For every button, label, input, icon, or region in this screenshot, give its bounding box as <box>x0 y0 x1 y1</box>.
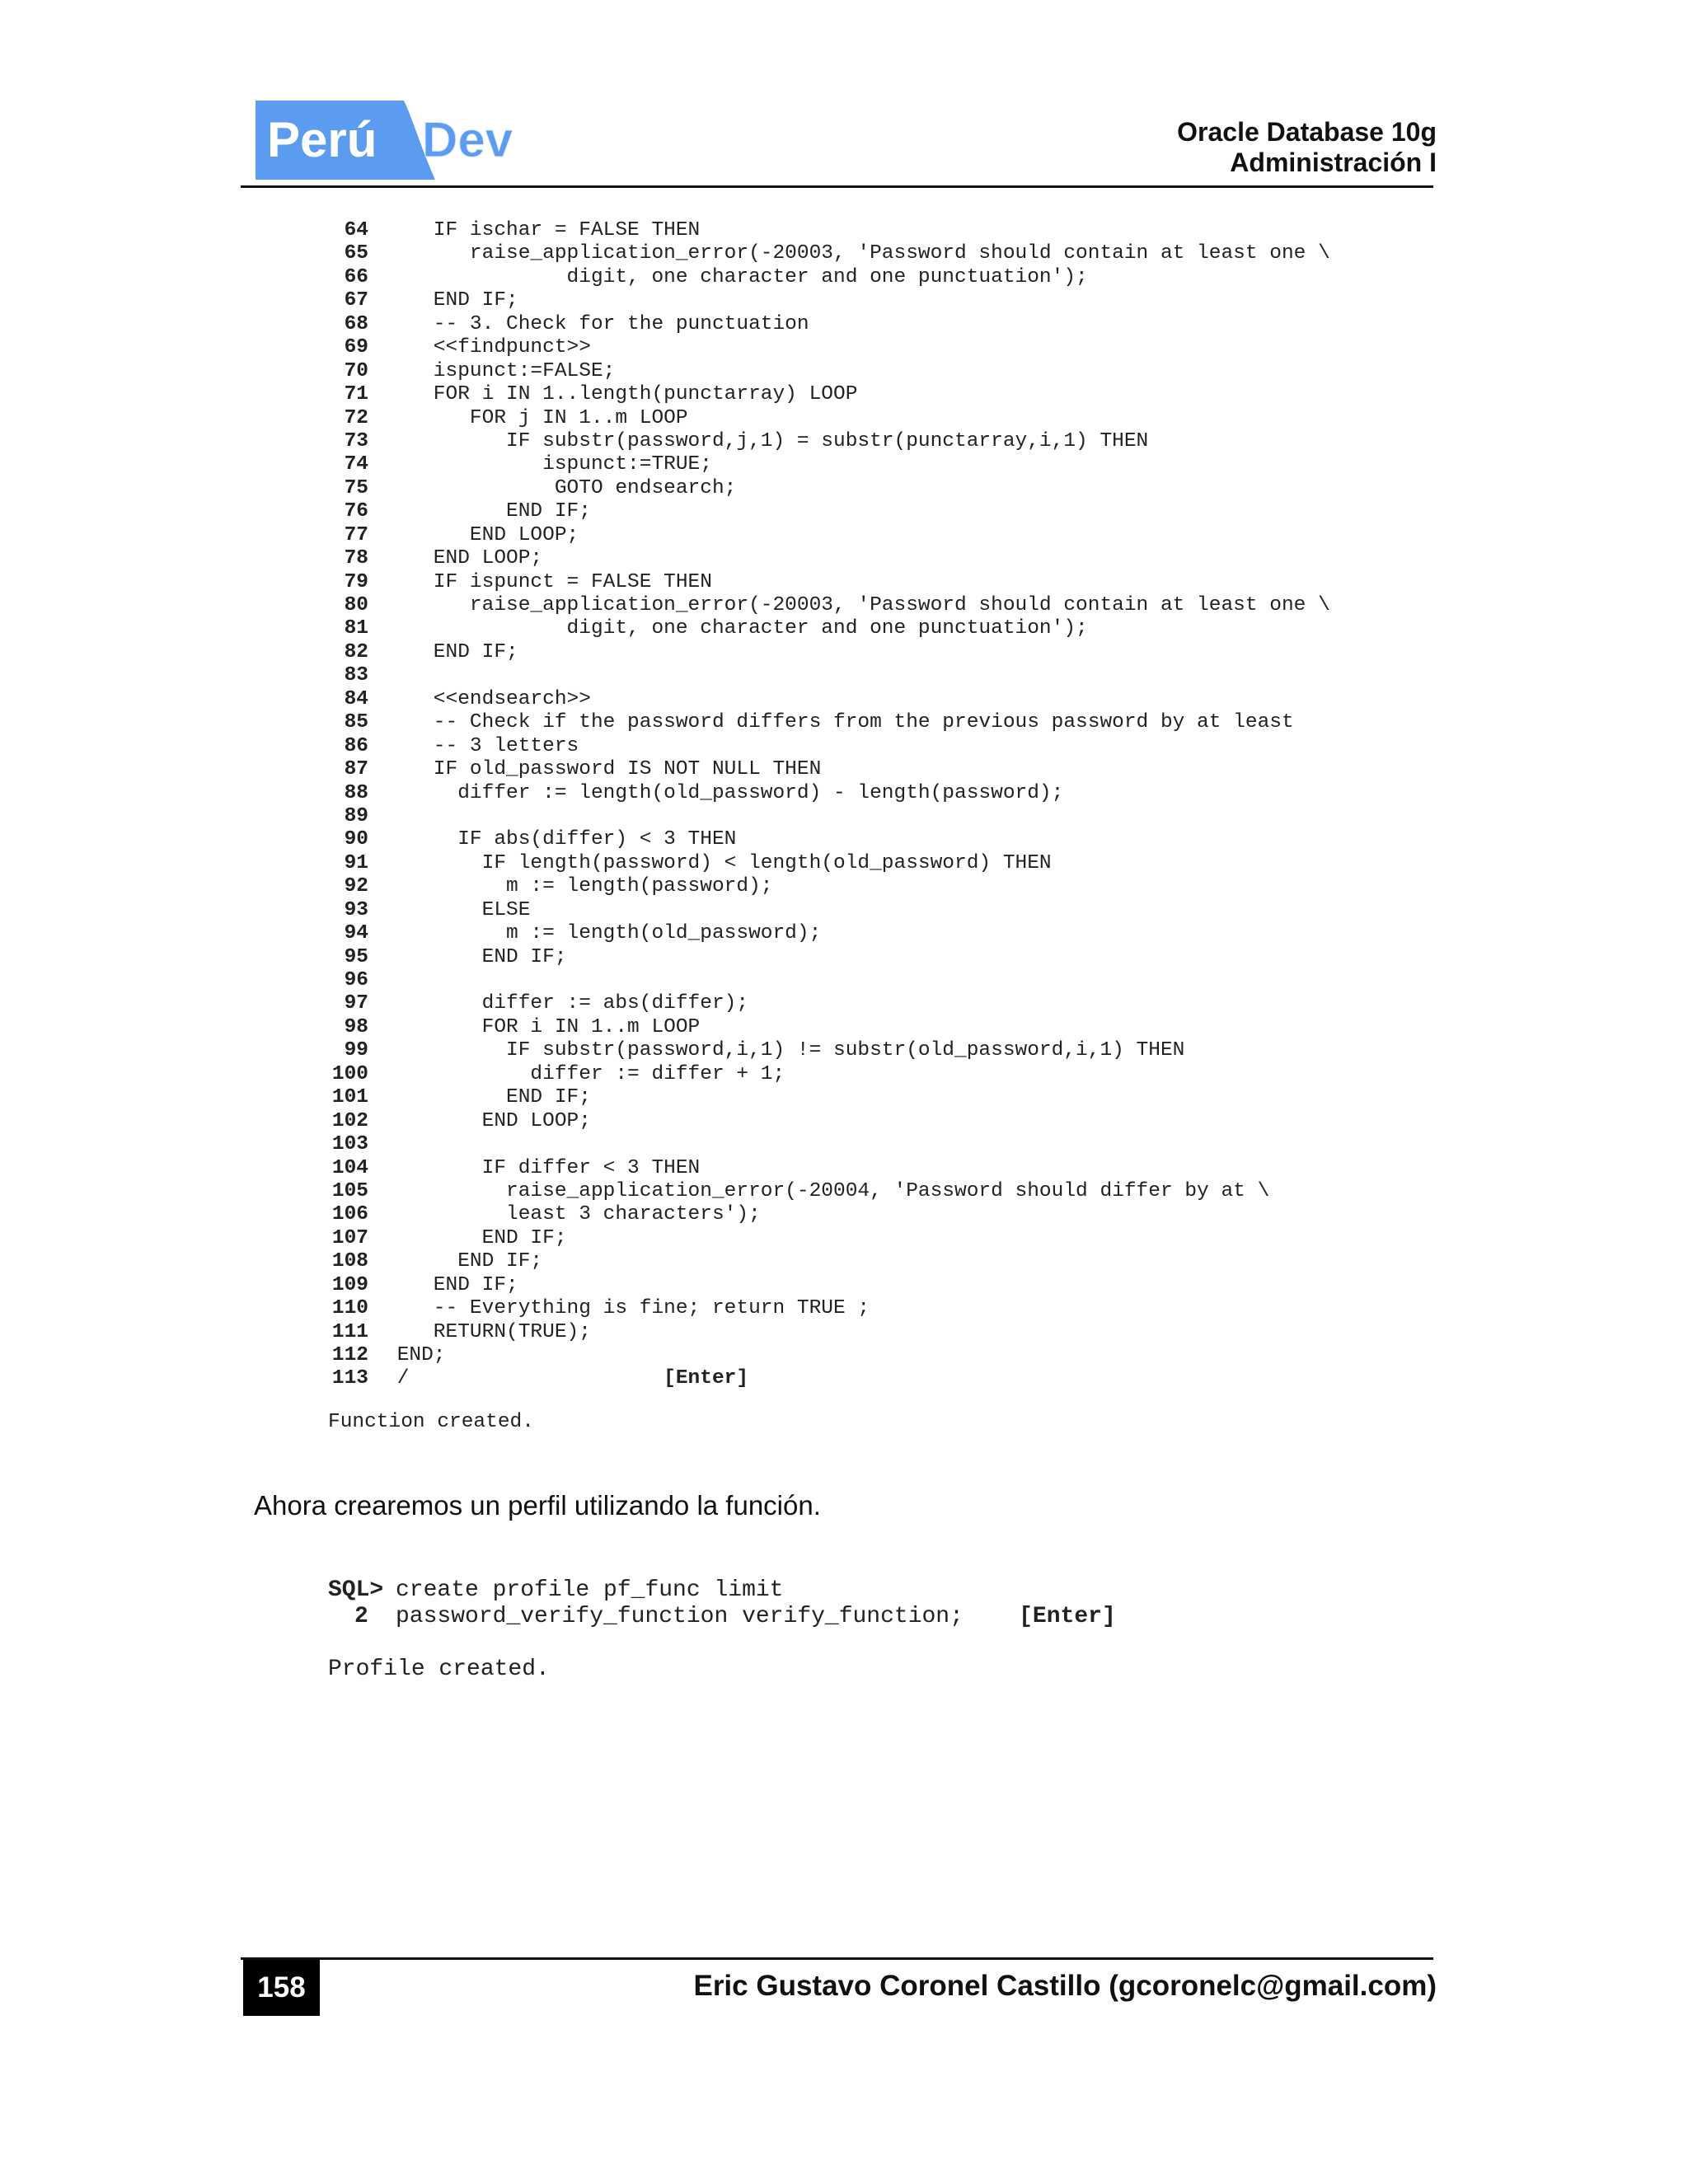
code-text: -- Everything is fine; return TRUE ; <box>385 1297 870 1320</box>
enter-key-label: [Enter] <box>1019 1604 1116 1629</box>
code-line <box>326 1203 1330 1226</box>
code-text: raise_application_error(-20004, 'Password should differ by at \ <box>385 1179 1270 1202</box>
code-text: END IF; <box>385 1086 591 1109</box>
line-number: 97 <box>344 992 368 1015</box>
sql-spacer <box>328 1630 1116 1657</box>
code-text: raise_application_error(-20003, 'Password should contain at least one \ <box>385 242 1330 265</box>
line-number: 103 <box>331 1133 368 1156</box>
code-text: RETURN(TRUE); <box>385 1320 591 1343</box>
sql-block <box>328 1577 1116 1683</box>
code-line <box>326 1180 1330 1203</box>
enter-key-label: [Enter] <box>663 1367 749 1390</box>
code-line <box>326 242 1330 265</box>
line-number: 85 <box>344 711 368 734</box>
line-number: 91 <box>344 851 368 874</box>
line-number: 88 <box>344 781 368 804</box>
line-number: 108 <box>331 1250 368 1273</box>
code-text: <<endsearch>> <box>385 687 591 710</box>
header-title <box>1177 117 1437 178</box>
line-number: 86 <box>344 734 368 757</box>
code-line <box>326 1344 1330 1367</box>
code-line <box>326 1321 1330 1344</box>
code-line <box>326 782 1330 805</box>
code-listing <box>326 219 1330 1391</box>
line-number: 69 <box>344 336 368 359</box>
code-line <box>326 571 1330 594</box>
code-text: -- Check if the password differs from the previous password by at least <box>385 711 1294 734</box>
sql-line-1-text: create profile pf_func limit <box>396 1577 784 1603</box>
code-text: FOR i IN 1..m LOOP <box>385 1015 701 1038</box>
line-number: 83 <box>344 664 368 687</box>
page-number: 158 <box>243 1960 320 2016</box>
line-number: 68 <box>344 312 368 335</box>
code-text: -- 3 letters <box>385 734 579 757</box>
line-number: 93 <box>344 898 368 921</box>
line-number: 104 <box>331 1156 368 1179</box>
line-number: 95 <box>344 945 368 968</box>
code-text: differ := abs(differ); <box>385 992 749 1015</box>
code-line <box>326 336 1330 359</box>
line-number: 105 <box>331 1179 368 1202</box>
code-text: least 3 characters'); <box>385 1203 761 1226</box>
code-text: differ := length(old_password) - length(password); <box>385 781 1064 804</box>
line-number: 78 <box>344 547 368 570</box>
code-text: m := length(old_password); <box>385 922 822 945</box>
line-number: 107 <box>331 1226 368 1249</box>
header-title-line1: Oracle Database 10g <box>1177 117 1437 147</box>
line-number: 92 <box>344 875 368 898</box>
code-text: END LOOP; <box>385 523 579 546</box>
line-number: 64 <box>344 219 368 241</box>
code-text: END IF; <box>385 945 567 968</box>
body-paragraph: Ahora crearemos un perfil utilizando la función. <box>254 1490 821 1521</box>
code-line <box>326 430 1330 453</box>
code-line <box>326 1110 1330 1133</box>
line-number: 112 <box>331 1344 368 1366</box>
line-number: 109 <box>331 1273 368 1296</box>
code-line <box>326 664 1330 687</box>
code-text: END LOOP; <box>385 547 543 570</box>
logo-text-peru: Perú <box>267 112 377 167</box>
code-line <box>326 1227 1330 1250</box>
line-number: 94 <box>344 922 368 945</box>
sql-line-1 <box>328 1577 1116 1604</box>
line-number: 96 <box>344 969 368 991</box>
line-number: 81 <box>344 617 368 640</box>
code-text: END LOOP; <box>385 1109 591 1132</box>
code-line <box>326 1274 1330 1297</box>
footer-rule <box>241 1957 1433 1960</box>
code-line <box>326 711 1330 734</box>
code-text: ELSE <box>385 898 531 921</box>
code-text: ispunct:=FALSE; <box>385 359 616 382</box>
line-number: 66 <box>344 265 368 288</box>
line-number: 70 <box>344 359 368 382</box>
code-line <box>326 289 1330 312</box>
code-text: END IF; <box>385 1226 567 1249</box>
logo-text-dev: Dev <box>422 112 513 167</box>
line-number: 80 <box>344 594 368 616</box>
code-text: END; <box>385 1344 446 1366</box>
sql-prompt: SQL> <box>328 1577 384 1603</box>
code-line <box>326 758 1330 781</box>
code-line <box>326 1297 1330 1320</box>
code-line <box>326 360 1330 383</box>
code-text: END IF; <box>385 289 518 312</box>
code-text: END IF; <box>385 640 518 663</box>
code-text: <<findpunct>> <box>385 336 591 359</box>
line-number: 90 <box>344 828 368 851</box>
header-rule <box>241 185 1433 188</box>
line-number: 113 <box>331 1367 368 1390</box>
function-created-text: Function created. <box>328 1411 534 1433</box>
line-number: 84 <box>344 687 368 710</box>
line-number: 110 <box>331 1297 368 1320</box>
line-number: 76 <box>344 500 368 523</box>
sql-line-2 <box>328 1604 1116 1630</box>
code-text: ispunct:=TRUE; <box>385 453 712 476</box>
line-number: 99 <box>344 1039 368 1062</box>
code-text: IF substr(password,j,1) = substr(punctarray,i,1) THEN <box>385 429 1149 452</box>
code-text: FOR j IN 1..m LOOP <box>385 406 688 429</box>
code-line <box>326 992 1330 1015</box>
code-line <box>326 266 1330 289</box>
code-text: m := length(password); <box>385 875 773 898</box>
code-line <box>326 1063 1330 1086</box>
code-line <box>326 688 1330 711</box>
line-number: 71 <box>344 383 368 406</box>
line-number: 98 <box>344 1015 368 1038</box>
sql-line-2-text: password_verify_function verify_function; <box>396 1604 1020 1629</box>
code-line <box>326 383 1330 406</box>
code-text: digit, one character and one punctuation'); <box>385 617 1088 640</box>
code-line <box>326 899 1330 922</box>
code-line <box>326 1367 1330 1390</box>
code-line <box>326 407 1330 430</box>
line-number: 67 <box>344 289 368 312</box>
line-number: 100 <box>331 1062 368 1085</box>
code-text: END IF; <box>385 1273 518 1296</box>
code-line <box>326 524 1330 547</box>
code-text: IF old_password IS NOT NULL THEN <box>385 758 822 781</box>
code-line <box>326 313 1330 336</box>
code-line <box>326 617 1330 640</box>
code-text: raise_application_error(-20003, 'Password should contain at least one \ <box>385 594 1330 616</box>
line-number: 75 <box>344 476 368 499</box>
line-number: 65 <box>344 242 368 265</box>
code-text: digit, one character and one punctuation'); <box>385 265 1088 288</box>
header-title-line2: Administración I <box>1230 148 1437 177</box>
line-number: 72 <box>344 406 368 429</box>
code-text: / <box>385 1367 664 1390</box>
line-number: 106 <box>331 1203 368 1226</box>
code-text: IF ischar = FALSE THEN <box>385 219 701 241</box>
code-text: END IF; <box>385 500 591 523</box>
code-line <box>326 594 1330 617</box>
code-text: -- 3. Check for the punctuation <box>385 312 809 335</box>
sql-result: Profile created. <box>328 1657 550 1682</box>
line-number: 73 <box>344 429 368 452</box>
line-number: 82 <box>344 640 368 663</box>
code-line <box>326 500 1330 523</box>
code-line <box>326 969 1330 992</box>
code-line <box>326 735 1330 758</box>
line-number: 102 <box>331 1109 368 1132</box>
line-number: 77 <box>344 523 368 546</box>
code-text: IF abs(differ) < 3 THEN <box>385 828 737 851</box>
line-number: 101 <box>331 1086 368 1109</box>
code-text: GOTO endsearch; <box>385 476 737 499</box>
code-line <box>326 641 1330 664</box>
code-text: FOR i IN 1..length(punctarray) LOOP <box>385 383 858 406</box>
code-line <box>326 1086 1330 1109</box>
line-number: 111 <box>331 1320 368 1343</box>
code-text: IF substr(password,i,1) != substr(old_password,i,1) THEN <box>385 1039 1185 1062</box>
line-number: 89 <box>344 804 368 827</box>
code-line <box>326 1133 1330 1156</box>
code-line <box>326 219 1330 242</box>
line-number: 74 <box>344 453 368 476</box>
code-line <box>326 946 1330 969</box>
code-text: IF length(password) < length(old_password) THEN <box>385 851 1052 874</box>
code-line <box>326 828 1330 851</box>
line-number: 87 <box>344 758 368 781</box>
code-line <box>326 477 1330 500</box>
code-line <box>326 547 1330 570</box>
code-line <box>326 1016 1330 1039</box>
code-line <box>326 805 1330 828</box>
code-line <box>326 922 1330 945</box>
code-line <box>326 1039 1330 1062</box>
code-line <box>326 852 1330 875</box>
peru-dev-logo <box>256 101 524 180</box>
code-line <box>326 875 1330 898</box>
logo-graphic <box>256 101 524 180</box>
footer-author: Eric Gustavo Coronel Castillo (gcoronelc@gmail.com) <box>693 1970 1437 2002</box>
line-number: 79 <box>344 570 368 593</box>
code-line <box>326 453 1330 476</box>
code-text: END IF; <box>385 1250 543 1273</box>
code-text: IF differ < 3 THEN <box>385 1156 701 1179</box>
code-line <box>326 1157 1330 1180</box>
sql-line-number: 2 <box>354 1604 368 1629</box>
code-line <box>326 1250 1330 1273</box>
code-text: differ := differ + 1; <box>385 1062 785 1085</box>
code-text: IF ispunct = FALSE THEN <box>385 570 712 593</box>
